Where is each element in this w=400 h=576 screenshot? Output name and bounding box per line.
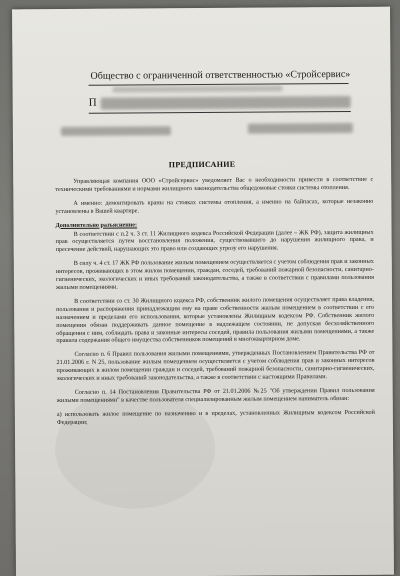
paragraph-rules-14: Согласно п. 14 Постановления Правительства РФ от 21.01.2006 №25 "Об утверждении Правил пользования жилыми помещениями" в качестве пользователя специализированным жилым помещением наниматель обязан: bbox=[56, 387, 375, 404]
paragraph-rules-6: Согласно п. 6 Правил пользования жилыми помещениями, утвержденных Постановлением Правительства РФ от 21.01.2006 г. N 25, пользование жилым помещением осуществляется с учетом соблюдения прав и законных интересов проживающих в жилом помещении граждан и соседей, требований пожарной безопасности, санитарно-гигиенических, экологических и иных требований законодательства, а также в соответствии с настоящими Правилами. bbox=[56, 350, 375, 383]
redacted-number bbox=[248, 123, 353, 134]
document-body bbox=[55, 177, 375, 434]
redacted-address bbox=[113, 85, 283, 92]
header-underline-2 bbox=[89, 111, 351, 114]
paragraph-article-17: В силу ч. 4 ст. 17 ЖК РФ пользование жилым помещением осуществляется с учетом соблюдения прав и законных интересов, проживающих в этом жилом помещении, граждан, соседей, требований пожарной безопасности, санитарно-гигиенических, экологических и иных требований законодательства, а также в соответствии с правилами пользования жилыми помещениями. bbox=[55, 259, 374, 291]
paragraph-requirement: А именно: демонтировать краны на стояках системы отопления, а именно на байпасах, которые незаконно установлены в Вашей квартире. bbox=[55, 198, 374, 215]
paper-sheet bbox=[12, 7, 394, 576]
org-name: Общество с ограниченной ответственностью «Стройсервис» bbox=[90, 68, 351, 82]
paragraph-article-11: В соответствии с п.2 ч. 3 ст. 11 Жилищного кодекса Российской Федерации (далее – ЖК РФ), защита жилищных прав осуществляется путем восстановления положения, существовавшего до нарушения жилищного права, и пресечение действий, нарушающих это право или создающих угрозу его нарушения. bbox=[55, 229, 374, 254]
paragraph-item-a: а) использовать жилое помещение по назначению и в пределах, установленных Жилищным кодексом Российской Федерации; bbox=[56, 409, 375, 426]
redacted-date bbox=[61, 126, 171, 136]
redacted-recipient bbox=[101, 96, 351, 110]
paragraph-article-30: В соответствии со ст. 30 Жилищного кодекса РФ, собственник жилого помещения осуществляет права владения, пользования и распоряжения принадлежащим ему на праве собственности жилым помещением в соответствии с его назначением и пределами его использования, которые установлены Жилищным кодексом РФ. Собственник жилого помещения обязан поддерживать данное помещение в надлежащем состоянии, не допуская бесхозяйственного обращения с ним, соблюдать права и законные интересы соседей, правила пользования жилыми помещениями, а также правила содержания общего имущества собственников помещений в многоквартирном доме. bbox=[56, 296, 375, 345]
document-title: ПРЕДПИСАНИЕ bbox=[168, 159, 236, 170]
paragraph-notice: Управляющая компания ООО «Стройсервис» уведомляет Вас о необходимости привести в соответствие с техническими требованиями и нормами жилищного законодательства общедомовые стояки системы отопления. bbox=[55, 176, 374, 193]
header-prefix: П bbox=[88, 96, 97, 109]
paragraph-heading: Дополнительно разъяснение: bbox=[55, 222, 138, 229]
